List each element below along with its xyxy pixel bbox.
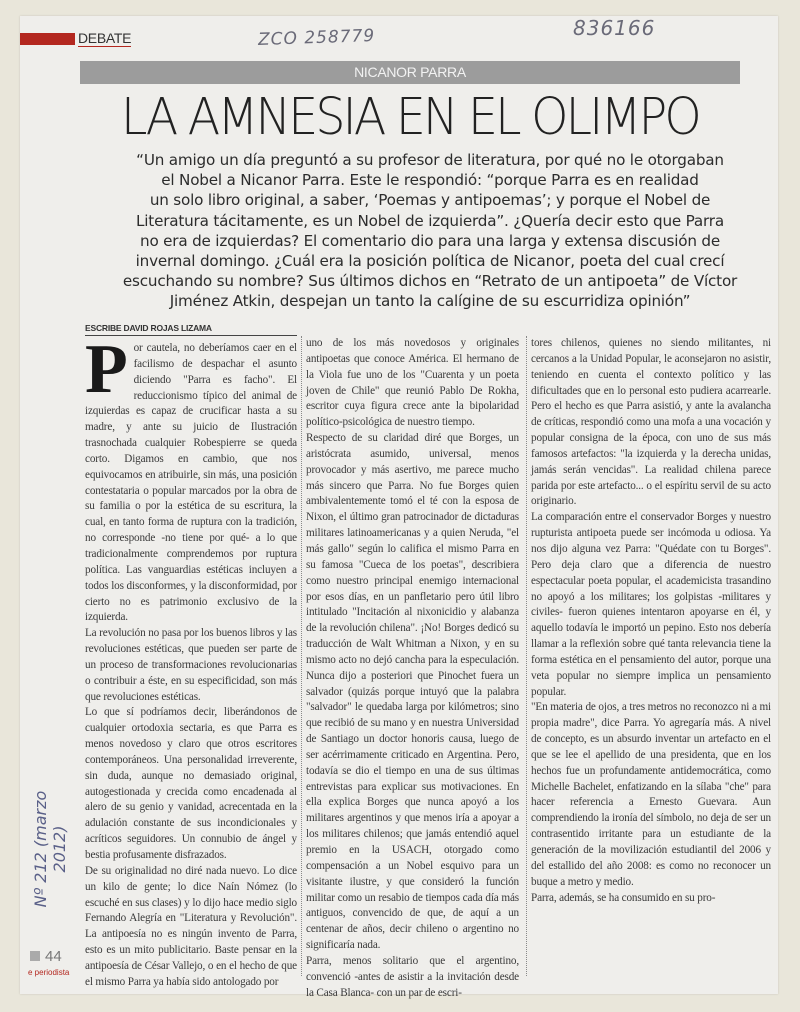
page-number: 44 <box>45 948 62 965</box>
section-label: DEBATE <box>78 30 132 46</box>
paragraph: La comparación entre el conservador Borges y nuestro rupturista antipoeta puede ser incómoda u odiosa. Ya nos dijo alguna vez Parra: "Quédate con tu Borges". Pero deja claro que a diferencia de nuestro espectacular poeta popular, el academicista trasandino no apoyó a los militares; los golpistas -militares y civiles- fueron quienes intentaron apoyarse en él, y aquello todavía le importó un pepino. Esto nos debería llamar a la reflexión sobre qué tanta relevancia tiene la forma estética en el pensamiento del autor, porque una veta popular no siempre implica un pensamiento popular. <box>531 511 771 698</box>
handwritten-number: 836166 <box>573 16 656 40</box>
drop-cap: P <box>85 331 128 408</box>
kicker-band: NICANOR PARRA <box>80 61 740 84</box>
article-column-1 <box>85 331 297 991</box>
column-divider <box>301 336 302 976</box>
paragraph: Lo que sí podríamos decir, liberándonos de cualquier ortodoxia sectaria, es que Parra es menos novedoso y claro que otros escritores contemporáneos. Una personalidad irreverente, sin duda, aunque no demasiado original, autogestionada y crecida como encadenada al alero de su genio y vanidad, acrecentada en la adulación constante de sus incondicionales y acríticos seguidores. Un connubio de ángel y bestia profusamente disfrazados. <box>85 706 297 861</box>
lead-line: escuchando su nombre? Sus últimos dichos en “Retrato de un antipoeta” de Víctor <box>122 272 738 291</box>
lead-line: no era de izquierdas? El comentario dio para una larga y extensa discusión de <box>140 231 720 250</box>
paragraph: Parra, menos solitario que el argentino, convenció -antes de asistir a la invitación desde la Casa Blanca- con un par de escri- <box>306 954 519 999</box>
paragraph: La revolución no pasa por los buenos libros y las revoluciones estéticas, que pueden ser parte de un proceso de transformaciones revolucionarias o contribuir a éste, en su especificidad, son más que revoluciones estéticas. <box>85 627 297 703</box>
section-color-bar <box>20 33 75 45</box>
lead-paragraph <box>100 150 760 312</box>
lead-line: un solo libro original, a saber, ‘Poemas y antipoemas’; y porque el Nobel de <box>149 191 711 210</box>
lead-line: el Nobel a Nicanor Parra. Este le respondió: “porque Parra es en realidad <box>161 171 699 190</box>
magazine-logo-icon <box>30 951 40 961</box>
article-column-2 <box>306 336 519 1001</box>
lead-line: Jiménez Atkin, despejan un tanto la calígine de su escurridiza opinión” <box>169 292 691 311</box>
handwritten-code: ZCO 258779 <box>257 25 376 51</box>
paragraph: tores chilenos, quienes no siendo militantes, ni cercanos a la Unidad Popular, le aconsejaron no asistir, teniendo en cuenta el contexto político y las dificultades que en lo personal esto pudiera acarrearle. Pero el hecho es que Parra asistió, y ante la avalancha de críticas, respondió como una mofa a una vocación y popular consigna de la época, con uno de sus más famosos artefactos: "la izquierda y la derecha unidas, jamás serán vencidas". La realidad chilena parece parida por este artefacto... o el espíritu servil de su acto originario. <box>531 337 771 508</box>
paragraph: Por cautela, no deberíamos caer en el facilismo de despachar el asunto diciendo "Parra es facho". El reduccionismo típico del animal de izquierdas es capaz de crucificar hasta a su madre, y ante su juicio de Ilustración trasnochada cualquier Robespierre se queda corto. Digamos en cambio, que nos equivocamos en atribuirle, sin más, una posición contestataria o popular marcados por la obra de su familia o por la estética de su escritura, la cual, en tanto forma de ruptura con la tradición, no corresponde -no tiene por qué- a lo que tradicionalmente comprendemos por ruptura política. Las vanguardias estéticas incluyen a todos los disconformes, y la disconformidad, por cierto no es patrimonio exclusivo de la izquierda. <box>85 331 297 624</box>
paragraph: uno de los más novedosos y originales antipoetas que conoce América. El hermano de la Viola fue uno de los "Cuarenta y un poeta joven de Chile" que reunió Pablo De Rokha, escritor cuya figura crece ante la bipolaridad político-psicológica de nuestro tiempo. <box>306 337 519 429</box>
column-divider <box>526 336 527 976</box>
lead-line: “Un amigo un día preguntó a su profesor de literatura, por qué no le otorgaban <box>136 151 724 169</box>
byline: ESCRIBE DAVID ROJAS LIZAMA <box>85 323 297 336</box>
article-title: LA AMNESIA EN EL OLIMPO <box>121 88 699 147</box>
publication-name: e periodista <box>28 968 70 977</box>
lead-line: Literatura tácitamente, es un Nobel de izquierda”. ¿Quería decir esto que Parra <box>136 211 724 230</box>
paragraph: "En materia de ojos, a tres metros no reconozco ni a mi propia madre", dice Parra. Yo agregaría más. A nivel de concepto, es un absurdo inventar un artefacto en el que se lee el apellido de una presidenta, que en los hechos fue un profundamente antidemocrática, como Michelle Bachelet, enfatizando en la sílaba "che" para hacer referencia a Ernesto Guevara. Aun comprendiendo la ironía del símbolo, no deja de ser un contrasentido irritante para un estudiante de la generación de la movilización estudiantil del 2006 y del estallido del año 2008: es como no reconocer un buque a metro y medio. <box>531 701 771 888</box>
paragraph: Parra, además, se ha consumido en su pro- <box>531 891 716 904</box>
handwritten-issue-note: Nº 212 (marzo 2012) <box>31 790 69 908</box>
paragraph: Respecto de su claridad diré que Borges, un aristócrata asumido, universal, menos provocador y más asertivo, me parece mucho más sincero que Parra. No fue Borges quien ambivalentemente tomó el té con la esposa de Nixon, el último gran patrocinador de dictaduras militares latinoamericanas y a quien Neruda, "el más gallo" según lo califica el mismo Parra en su famosa "Cueca de los poetas", describiera como nuestro principal enemigo internacional por esos días, en un panfletario pero útil libro intitulado "Incitación al nixonicidio y alabanza de la revolución chilena". ¡No! Borges dedicó su traducción de Walt Whitman a Nixon, y en su mismo acto no dejó cancha para la especulación. Nunca dijo a posteriori que Pinochet fuera un salvador (quizás porque intuyó que la palabra "salvador" le quedaba larga por kilómetros; sino que recibió de su mano y en nuestra Universidad de Santiago un doctor honoris causa, luego de ser acérrimamente criticado en Argentina. Pero, todavía se dio el tiempo en una de sus últimas entrevistas para explicar sus motivaciones. En ella explica Borges que nunca apoyó a los militares argentinos y que menos iría a apoyar a los militares chilenos; que jamás entendió aquel premio en la USACH, otorgado como compensación a un Nobel esquivo para un visitante ilustre, y que consideró la función militar como un resabio de tiempos cada día más antiguos, convencido de que, de aquí a un centenar de años, decir chileno o argentino no significaría nada. <box>306 432 519 952</box>
paragraph: De su originalidad no diré nada nuevo. Lo dice un kilo de gente; lo dice Naín Nómez (lo escuché en sus clases) y lo dijo hace medio siglo Fernando Alegría en "Literatura y Revolución". La antipoesía no es ningún invento de Parra, esto es un mito publicitario. Baste pensar en la antipoesía de César Vallejo, o en el hecho de que el mismo Parra ya había sido antologado por <box>85 864 297 988</box>
lead-line: invernal domingo. ¿Cuál era la posición política de Nicanor, poeta del cual crecí <box>135 252 725 271</box>
article-column-3 <box>531 336 771 906</box>
